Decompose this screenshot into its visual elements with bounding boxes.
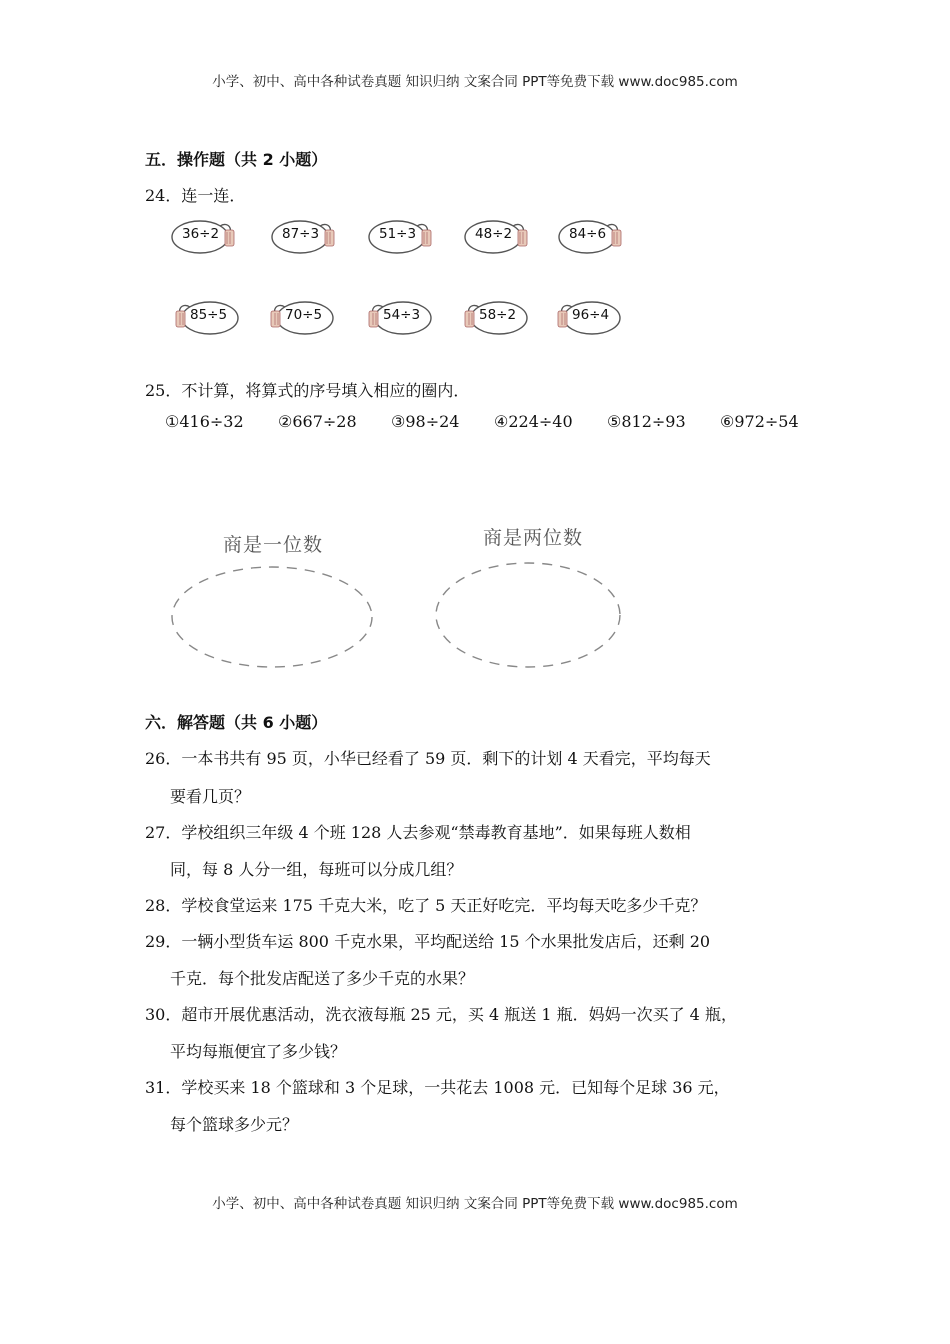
question-29-cont: 千克．每个批发店配送了多少千克的水果？ [170, 969, 475, 988]
mitten-label: 87÷3 [282, 226, 320, 242]
circle-label-one-digit: 商是一位数 [223, 534, 324, 556]
footer-banner: 小学、初中、高中各种试卷真题 知识归纳 文案合同 PPT等免费下载 www.doc985.com [212, 1196, 738, 1212]
mitten-card[interactable] [463, 296, 529, 338]
mitten-card[interactable] [270, 215, 336, 257]
mitten-label: 54÷3 [383, 307, 421, 323]
expression-option: ⑤812÷93 [607, 412, 686, 431]
question-24: 24．连一连． [145, 186, 246, 205]
mitten-card[interactable] [367, 215, 433, 257]
mitten-card[interactable] [556, 296, 622, 338]
circle-two-digit-quotient[interactable] [428, 515, 628, 675]
expression-option: ⑥972÷54 [720, 412, 799, 431]
mitten-card[interactable] [557, 215, 623, 257]
dashed-oval [165, 525, 380, 680]
mitten-row-2 [170, 296, 640, 346]
mitten-label: 58÷2 [479, 307, 517, 323]
question-26: 26．一本书共有 95 页，小华已经看了 59 页．剩下的计划 4 天看完，平均每天 [145, 749, 711, 768]
header-banner: 小学、初中、高中各种试卷真题 知识归纳 文案合同 PPT等免费下载 www.doc985.com [212, 74, 738, 90]
section-5-title: 五．操作题（共 2 小题） [145, 150, 328, 169]
expression-options [165, 412, 799, 431]
mitten-card[interactable] [174, 296, 240, 338]
mitten-label: 96÷4 [572, 307, 610, 323]
question-26-cont: 要看几页？ [170, 787, 251, 806]
mitten-row-1 [170, 215, 640, 265]
expression-option: ④224÷40 [494, 412, 573, 431]
circle-label-two-digit: 商是两位数 [483, 527, 584, 549]
question-31-cont: 每个篮球多少元？ [170, 1115, 299, 1134]
mitten-label: 48÷2 [475, 226, 513, 242]
mitten-card[interactable] [170, 215, 236, 257]
circle-one-digit-quotient[interactable] [165, 525, 380, 680]
mitten-card[interactable] [463, 215, 529, 257]
question-27: 27．学校组织三年级 4 个班 128 人去参观“禁毒教育基地”．如果每班人数相 [145, 823, 691, 842]
mitten-label: 51÷3 [379, 226, 417, 242]
question-30-cont: 平均每瓶便宜了多少钱？ [170, 1042, 347, 1061]
question-30: 30．超市开展优惠活动，洗衣液每瓶 25 元，买 4 瓶送 1 瓶．妈妈一次买了 4 瓶， [145, 1005, 737, 1024]
mitten-label: 85÷5 [190, 307, 228, 323]
question-31: 31．学校买来 18 个篮球和 3 个足球，一共花去 1008 元．已知每个足球 36 元， [145, 1078, 730, 1097]
mitten-label: 70÷5 [285, 307, 323, 323]
expression-option: ③98÷24 [391, 412, 460, 431]
mitten-card[interactable] [269, 296, 335, 338]
question-29: 29．一辆小型货车运 800 千克水果，平均配送给 15 个水果批发店后，还剩 20 [145, 932, 711, 951]
question-27-cont: 同，每 8 人分一组，每班可以分成几组？ [170, 860, 463, 879]
mitten-label: 84÷6 [569, 226, 607, 242]
mitten-card[interactable] [367, 296, 433, 338]
mitten-label: 36÷2 [182, 226, 220, 242]
expression-option: ①416÷32 [165, 412, 244, 431]
dashed-oval [428, 515, 628, 675]
expression-option: ②667÷28 [278, 412, 357, 431]
question-25: 25．不计算，将算式的序号填入相应的圈内． [145, 381, 470, 400]
section-6-title: 六．解答题（共 6 小题） [145, 713, 328, 732]
question-28: 28．学校食堂运来 175 千克大米，吃了 5 天正好吃完．平均每天吃多少千克？ [145, 896, 707, 915]
